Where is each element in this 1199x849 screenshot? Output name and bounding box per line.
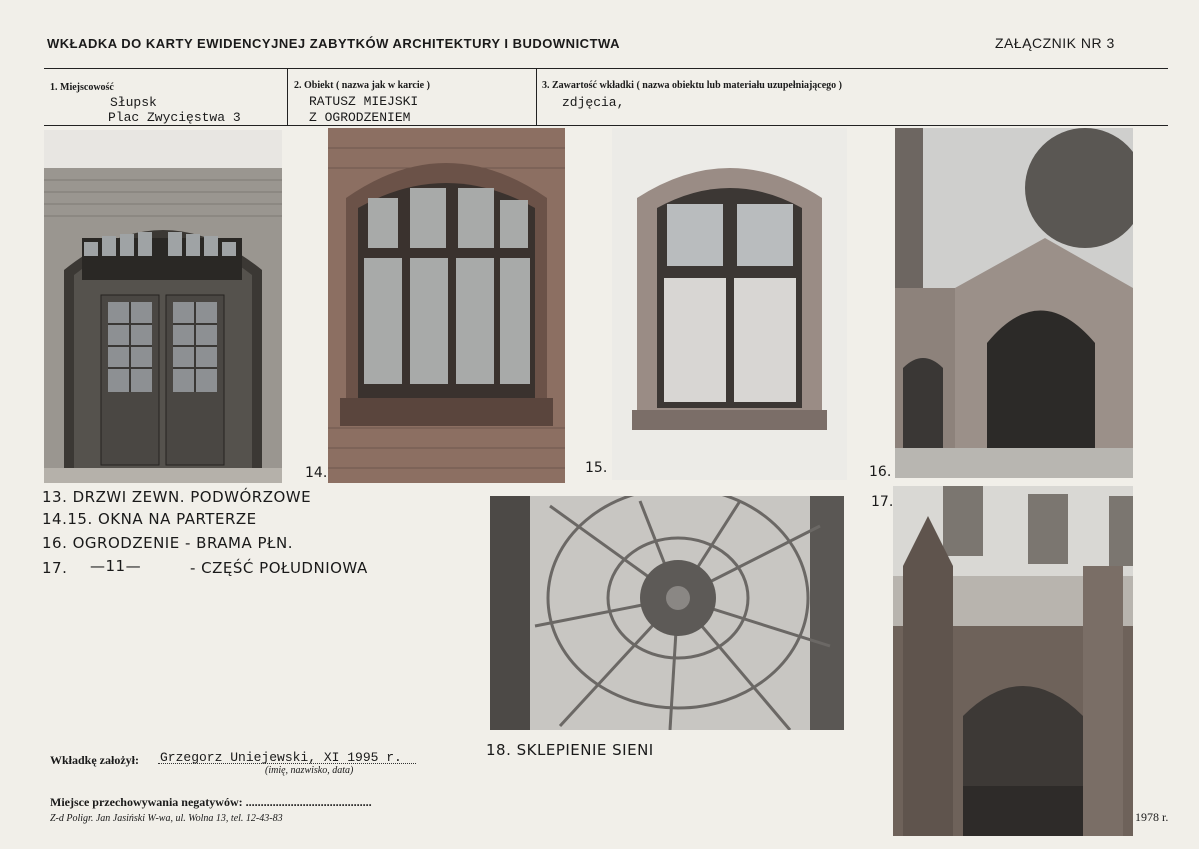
storage-label: Miejsce przechowywania negatywów: ..........................................: [50, 795, 372, 809]
photo-gate-south: [893, 486, 1133, 836]
table-bottom-line: [44, 125, 1168, 126]
photo-window-15: [612, 128, 847, 480]
object-label: 2. Obiekt ( nazwa jak w karcie ): [294, 80, 430, 91]
location-line1: Słupsk: [110, 95, 157, 110]
location-line2: Plac Zwycięstwa 3: [108, 110, 241, 125]
photo-gate-north: [895, 128, 1133, 478]
photo-number-14: 14.: [305, 465, 328, 481]
table-top-line: [44, 68, 1168, 69]
print-year: 1978 r.: [1135, 810, 1169, 824]
caption-vault: 18. SKLEPIENIE SIENI: [486, 741, 654, 759]
sheet-title: WKŁADKA DO KARTY EWIDENCYJNEJ ZABYTKÓW ARCHITEKTURY I BUDOWNICTWA: [47, 36, 620, 51]
founder-dotted-line: [158, 763, 416, 764]
caption-gate-south: - CZĘŚĆ POŁUDNIOWA: [190, 559, 368, 577]
object-line2: Z OGRODZENIEM: [309, 110, 411, 125]
attachment-number: ZAŁĄCZNIK NR 3: [995, 35, 1115, 51]
photo-number-17: 17.: [871, 494, 894, 510]
caption-gate-north: 16. OGRODZENIE - BRAMA PŁN.: [42, 534, 293, 552]
photo-vault: [490, 496, 844, 730]
photo-number-15: 15.: [585, 460, 608, 476]
founder-value: Grzegorz Uniejewski, XI 1995 r.: [160, 750, 402, 765]
founder-hint: (imię, nazwisko, data): [265, 765, 354, 776]
printer-note: Z-d Poligr. Jan Jasiński W-wa, ul. Wolna 13, tel. 12-43-83: [50, 813, 283, 824]
caption-windows: 14.15. OKNA NA PARTERZE: [42, 510, 257, 528]
table-divider-1: [287, 68, 288, 126]
caption-gate-south-number: 17.: [42, 559, 68, 577]
object-line1: RATUSZ MIEJSKI: [309, 94, 419, 109]
caption-door: 13. DRZWI ZEWN. PODWÓRZOWE: [42, 488, 312, 506]
photo-window-14: [328, 128, 565, 483]
table-divider-2: [536, 68, 537, 126]
founder-label: Wkładkę założył:: [50, 753, 139, 767]
content-label: 3. Zawartość wkładki ( nazwa obiektu lub materiału uzupełniającego ): [542, 80, 843, 91]
photo-number-16: 16.: [869, 464, 892, 480]
caption-gate-south-ditto: —11—: [90, 557, 142, 575]
photo-door: [44, 130, 282, 483]
content-value: zdjęcia,: [562, 95, 625, 110]
location-label: 1. Miejscowość: [50, 82, 114, 93]
